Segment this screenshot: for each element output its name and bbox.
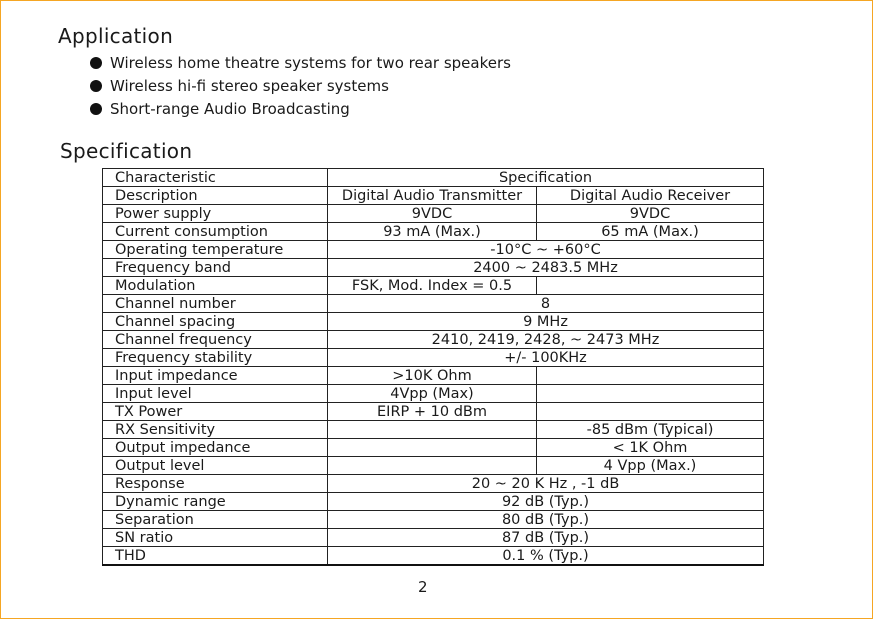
table-cell: +/- 100KHz bbox=[328, 349, 764, 367]
table-cell: 4Vpp (Max) bbox=[328, 385, 537, 403]
table-cell: 2400 ~ 2483.5 MHz bbox=[328, 259, 764, 277]
table-cell: Characteristic bbox=[103, 169, 328, 187]
table-cell: Digital Audio Transmitter bbox=[328, 187, 537, 205]
table-cell: Channel number bbox=[103, 295, 328, 313]
table-cell: Channel frequency bbox=[103, 331, 328, 349]
table-cell bbox=[537, 277, 764, 295]
table-cell: 92 dB (Typ.) bbox=[328, 493, 764, 511]
table-cell: RX Sensitivity bbox=[103, 421, 328, 439]
application-list bbox=[90, 52, 511, 121]
table-cell: 20 ~ 20 K Hz , -1 dB bbox=[328, 475, 764, 493]
table-cell: 0.1 % (Typ.) bbox=[328, 547, 764, 566]
table-cell: Input level bbox=[103, 385, 328, 403]
table-row bbox=[103, 187, 764, 205]
table-row bbox=[103, 529, 764, 547]
table-cell: 87 dB (Typ.) bbox=[328, 529, 764, 547]
table-cell bbox=[537, 385, 764, 403]
table-cell: 9 MHz bbox=[328, 313, 764, 331]
table-cell bbox=[328, 439, 537, 457]
bullet-icon bbox=[90, 103, 102, 115]
table-cell: Separation bbox=[103, 511, 328, 529]
table-cell: Input impedance bbox=[103, 367, 328, 385]
table-row bbox=[103, 331, 764, 349]
table-cell: SN ratio bbox=[103, 529, 328, 547]
table-cell: Dynamic range bbox=[103, 493, 328, 511]
table-row bbox=[103, 457, 764, 475]
application-heading: Application bbox=[58, 24, 174, 48]
table-row bbox=[103, 475, 764, 493]
table-row bbox=[103, 349, 764, 367]
table-cell: Frequency stability bbox=[103, 349, 328, 367]
table-row bbox=[103, 259, 764, 277]
table-row bbox=[103, 205, 764, 223]
table-row bbox=[103, 547, 764, 566]
specification-heading: Specification bbox=[60, 139, 193, 163]
table-cell: 4 Vpp (Max.) bbox=[537, 457, 764, 475]
table-cell: Operating temperature bbox=[103, 241, 328, 259]
table-cell: TX Power bbox=[103, 403, 328, 421]
table-row bbox=[103, 241, 764, 259]
table-row bbox=[103, 493, 764, 511]
table-cell: < 1K Ohm bbox=[537, 439, 764, 457]
table-row bbox=[103, 385, 764, 403]
table-cell: Description bbox=[103, 187, 328, 205]
bullet-icon bbox=[90, 57, 102, 69]
table-row bbox=[103, 223, 764, 241]
table-row bbox=[103, 169, 764, 187]
table-cell: Modulation bbox=[103, 277, 328, 295]
table-cell: >10K Ohm bbox=[328, 367, 537, 385]
list-item: Short-range Audio Broadcasting bbox=[90, 98, 511, 121]
table-cell: 8 bbox=[328, 295, 764, 313]
specification-table bbox=[102, 168, 764, 566]
table-cell: Frequency band bbox=[103, 259, 328, 277]
table-cell: Specification bbox=[328, 169, 764, 187]
table-row bbox=[103, 367, 764, 385]
table-cell bbox=[328, 457, 537, 475]
list-item: Wireless home theatre systems for two rear speakers bbox=[90, 52, 511, 75]
table-cell: 93 mA (Max.) bbox=[328, 223, 537, 241]
table-row bbox=[103, 421, 764, 439]
table-cell bbox=[328, 421, 537, 439]
table-cell: 2410, 2419, 2428, ~ 2473 MHz bbox=[328, 331, 764, 349]
table-cell: Current consumption bbox=[103, 223, 328, 241]
table-cell: THD bbox=[103, 547, 328, 566]
table-cell bbox=[537, 403, 764, 421]
table-cell: Output level bbox=[103, 457, 328, 475]
table-cell: Power supply bbox=[103, 205, 328, 223]
table-cell: 80 dB (Typ.) bbox=[328, 511, 764, 529]
table-cell: Output impedance bbox=[103, 439, 328, 457]
table-cell bbox=[537, 367, 764, 385]
table-row bbox=[103, 511, 764, 529]
table-cell: -85 dBm (Typical) bbox=[537, 421, 764, 439]
table-cell: FSK, Mod. Index = 0.5 bbox=[328, 277, 537, 295]
table-cell: Digital Audio Receiver bbox=[537, 187, 764, 205]
bullet-icon bbox=[90, 80, 102, 92]
page-number: 2 bbox=[418, 578, 428, 596]
table-cell: Channel spacing bbox=[103, 313, 328, 331]
table-cell: 65 mA (Max.) bbox=[537, 223, 764, 241]
table-cell: Response bbox=[103, 475, 328, 493]
table-row bbox=[103, 277, 764, 295]
table-row bbox=[103, 403, 764, 421]
table-row bbox=[103, 313, 764, 331]
table-cell: EIRP + 10 dBm bbox=[328, 403, 537, 421]
table-row bbox=[103, 295, 764, 313]
table-cell: -10°C ~ +60°C bbox=[328, 241, 764, 259]
list-item: Wireless hi-fi stereo speaker systems bbox=[90, 75, 511, 98]
table-row bbox=[103, 439, 764, 457]
table-cell: 9VDC bbox=[328, 205, 537, 223]
table-cell: 9VDC bbox=[537, 205, 764, 223]
